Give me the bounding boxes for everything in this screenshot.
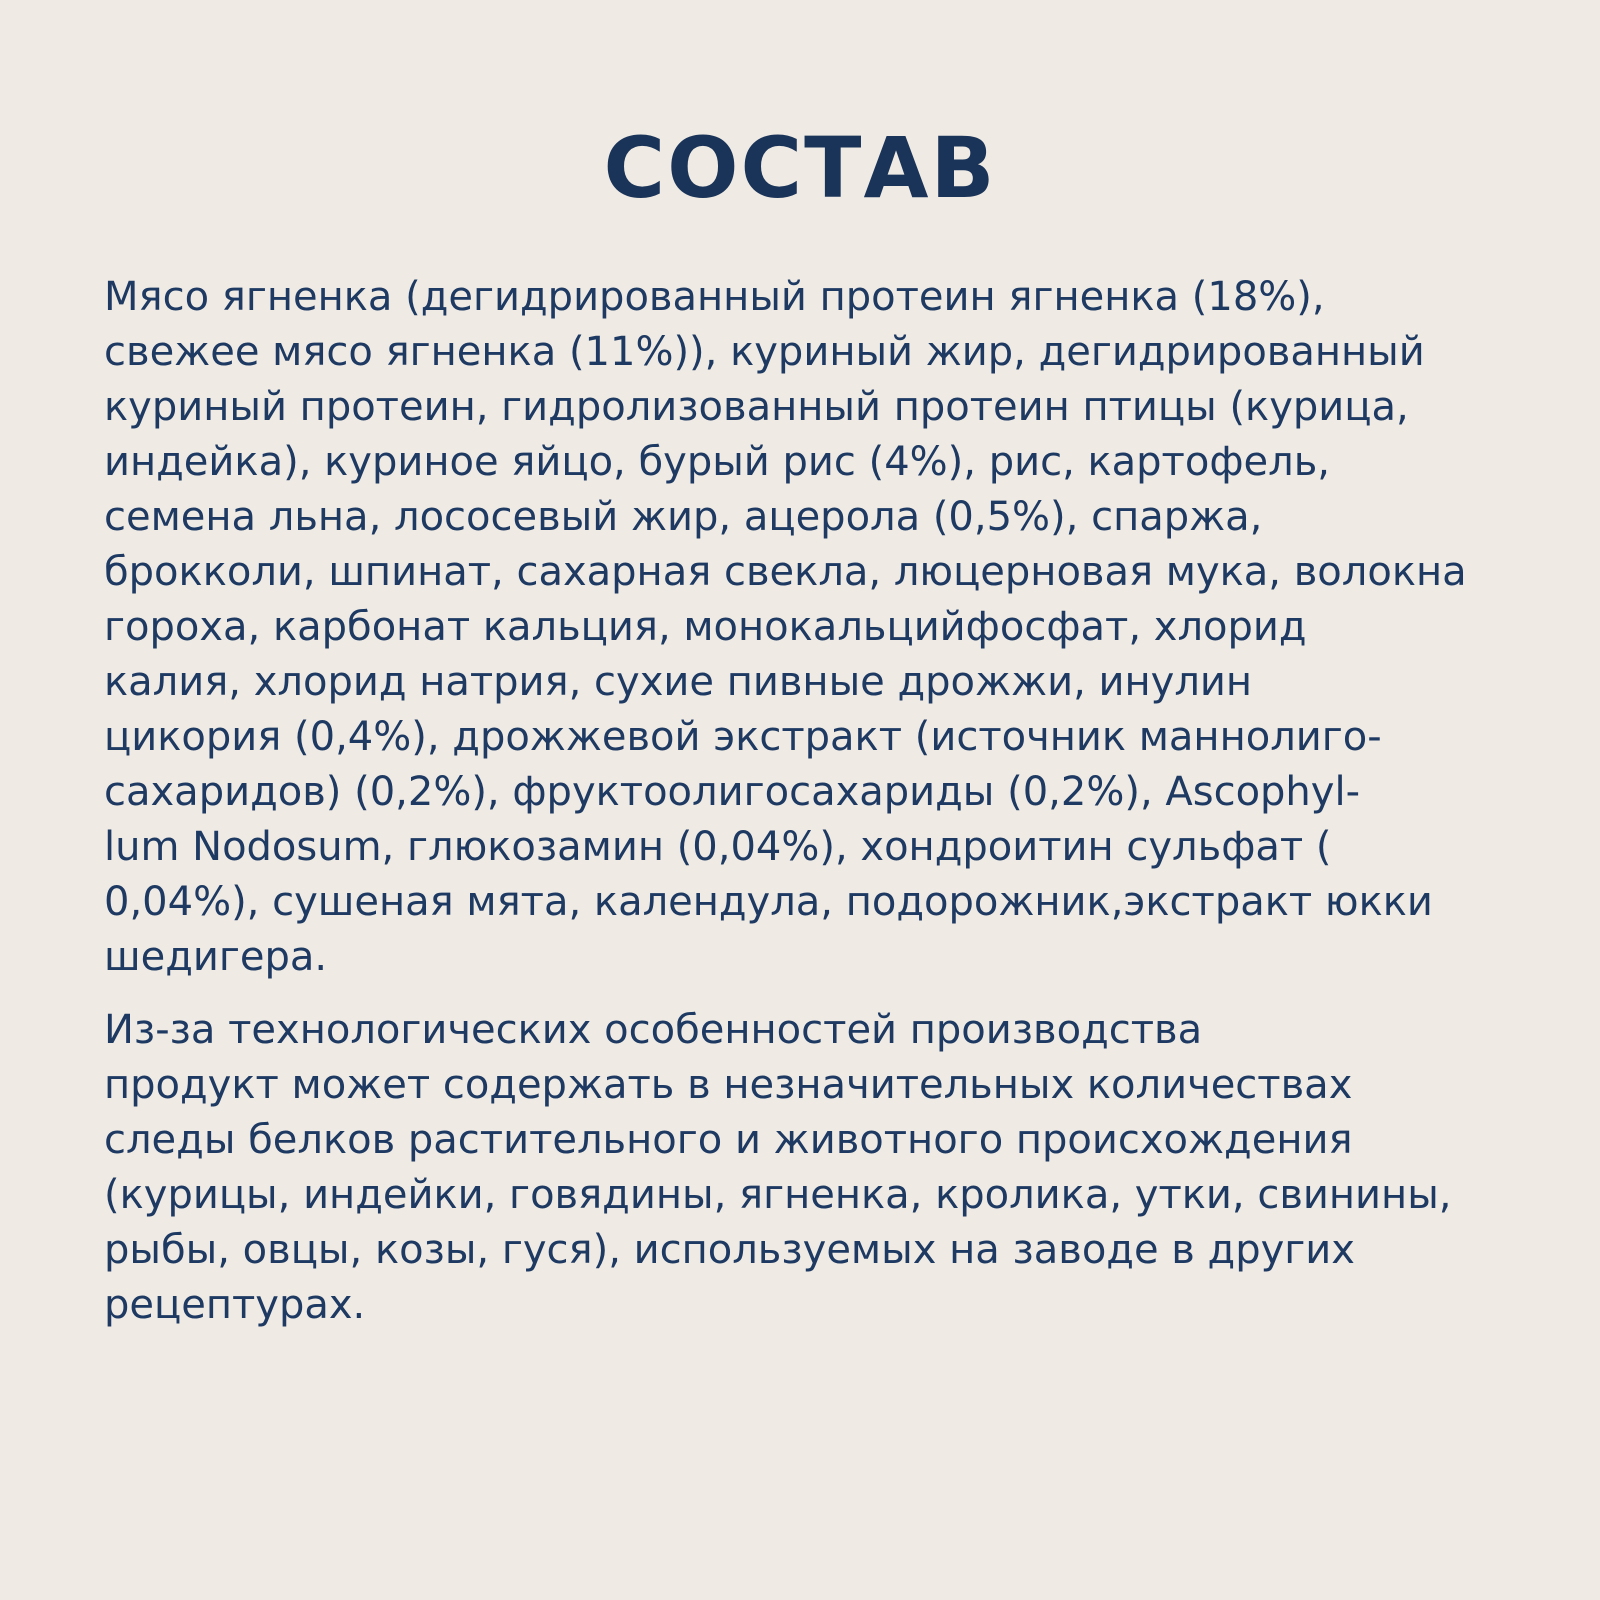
composition-line: брокколи, шпинат, сахарная свекла, люцерновая мука, волокна (104, 549, 1467, 595)
allergen-note-paragraph (104, 1003, 1564, 1333)
composition-line: 0,04%), сушеная мята, календула, подорожник,экстракт юкки (104, 879, 1433, 925)
composition-line: свежее мясо ягненка (11%)), куриный жир, дегидрированный (104, 329, 1425, 375)
composition-line: куриный протеин, гидролизованный протеин птицы (курица, (104, 384, 1409, 430)
note-line: Из-за технологических особенностей производства (104, 1007, 1203, 1053)
composition-line: семена льна, лососевый жир, ацерола (0,5%), спаржа, (104, 494, 1263, 540)
composition-line: Мясо ягненка (дегидрированный протеин ягненка (18%), (104, 274, 1325, 320)
composition-line: калия, хлорид натрия, сухие пивные дрожжи, инулин (104, 659, 1253, 705)
composition-line: сахаридов) (0,2%), фруктоолигосахариды (0,2%), Ascophyl- (104, 769, 1360, 815)
note-line: продукт может содержать в незначительных количествах (104, 1062, 1353, 1108)
composition-line: шедигера. (104, 934, 328, 980)
note-line: рецептурах. (104, 1282, 366, 1328)
note-line: рыбы, овцы, козы, гуся), используемых на заводе в других (104, 1227, 1355, 1273)
composition-paragraph (104, 270, 1564, 985)
note-line: следы белков растительного и животного происхождения (104, 1117, 1353, 1163)
composition-line: индейка), куриное яйцо, бурый рис (4%), рис, картофель, (104, 439, 1330, 485)
page-title: СОСТАВ (603, 119, 997, 217)
composition-line: гороха, карбонат кальция, монокальцийфосфат, хлорид (104, 604, 1307, 650)
note-line: (курицы, индейки, говядины, ягненка, кролика, утки, свинины, (104, 1172, 1452, 1218)
body-text (104, 270, 1564, 1333)
composition-line: lum Nodosum, глюкозамин (0,04%), хондроитин сульфат ( (104, 824, 1332, 870)
composition-line: цикория (0,4%), дрожжевой экстракт (источник маннолиго- (104, 714, 1382, 760)
